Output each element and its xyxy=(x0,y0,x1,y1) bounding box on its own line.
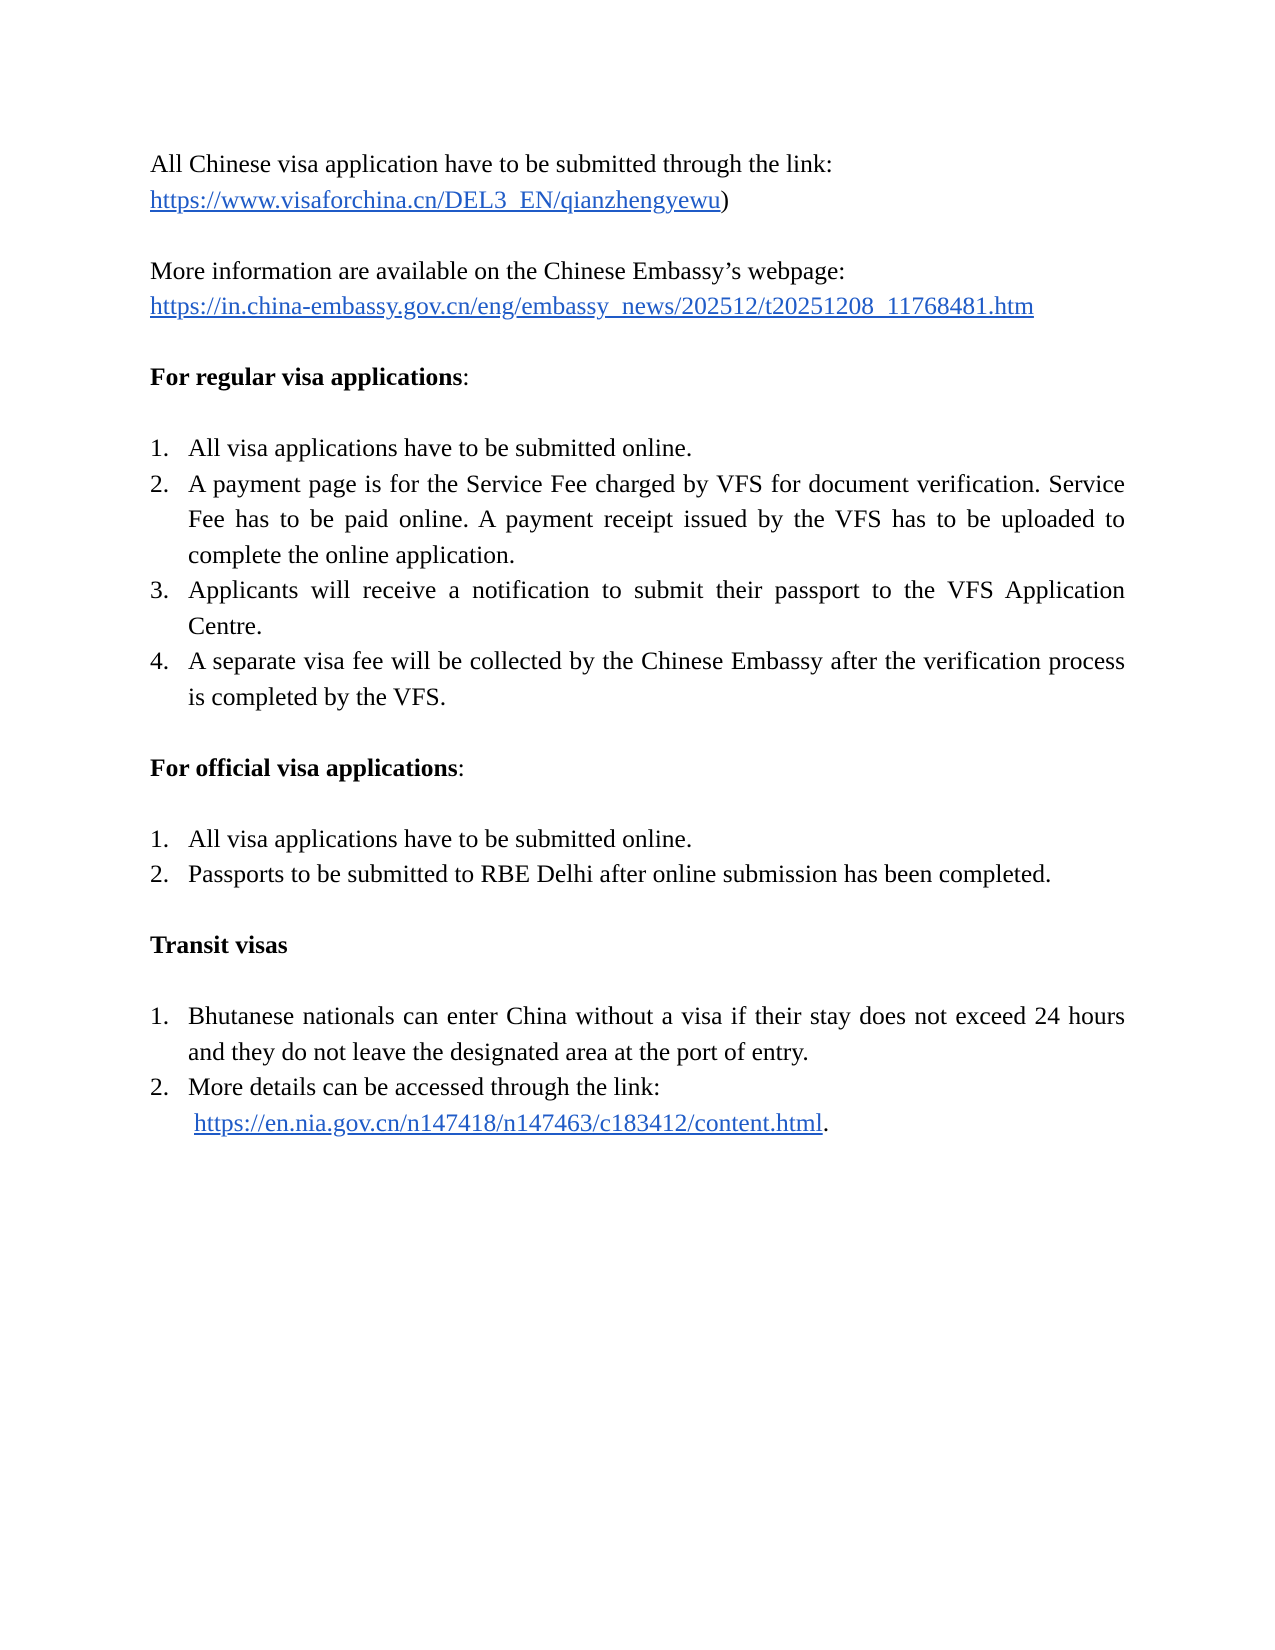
list-number: 1. xyxy=(150,433,170,462)
list-number: 4. xyxy=(150,646,170,675)
list-item xyxy=(150,1069,1125,1140)
official-heading-text: For official visa applications xyxy=(150,752,458,782)
regular-heading xyxy=(150,359,1125,395)
list-number: 3. xyxy=(150,575,170,604)
document-page xyxy=(150,146,1125,1140)
intro-text: All Chinese visa application have to be submitted through the link: xyxy=(150,149,833,178)
list-item-text: All visa applications have to be submitted online. xyxy=(188,433,693,462)
spacer xyxy=(150,892,1125,928)
list-number: 2. xyxy=(150,1072,170,1101)
list-item xyxy=(150,821,1125,857)
transit-heading-text: Transit visas xyxy=(150,930,288,959)
list-item-text: All visa applications have to be submitted online. xyxy=(188,823,693,853)
spacer xyxy=(150,714,1125,750)
spacer xyxy=(150,963,1125,999)
regular-heading-text: For regular visa applications xyxy=(150,362,463,391)
spacer xyxy=(150,324,1125,360)
list-item xyxy=(150,643,1125,714)
list-item xyxy=(150,998,1125,1069)
list-item-text: Bhutanese nationals can enter China without a visa if their stay does not exceed 24 hours and they do not leave the designated area at the port of entry. xyxy=(188,1001,1125,1066)
list-number: 1. xyxy=(150,1001,170,1030)
list-item-text: Passports to be submitted to RBE Delhi after online submission has been completed. xyxy=(188,859,1052,888)
list-number: 2. xyxy=(150,859,170,888)
list-item-text: A payment page is for the Service Fee charged by VFS for document verification. Service Fee has to be paid online. A payment receipt issued by the VFS has to be uploaded to complete the online application. xyxy=(188,468,1125,569)
list-item xyxy=(150,466,1125,573)
list-number: 1. xyxy=(150,823,170,853)
list-item-text: More details can be accessed through the link: xyxy=(188,1072,661,1101)
list-number: 2. xyxy=(150,468,170,498)
official-list xyxy=(150,821,1125,892)
official-heading xyxy=(150,750,1125,786)
official-heading-suffix: : xyxy=(457,752,465,782)
more-info-link-line xyxy=(150,288,1125,324)
spacer xyxy=(150,395,1125,431)
intro-link-suffix: ) xyxy=(720,184,730,214)
visaforchina-link[interactable]: https://www.visaforchina.cn/DEL3_EN/qianzhengyewu xyxy=(150,184,721,214)
regular-list xyxy=(150,430,1125,714)
spacer xyxy=(150,217,1125,253)
nia-link-suffix: . xyxy=(822,1107,830,1137)
spacer xyxy=(150,785,1125,821)
nia-link-line xyxy=(188,1108,829,1137)
list-item-text: A separate visa fee will be collected by the Chinese Embassy after the verification process is completed by the VFS. xyxy=(188,646,1125,711)
nia-link[interactable]: https://en.nia.gov.cn/n147418/n147463/c183412/content.html xyxy=(194,1107,823,1137)
list-item xyxy=(150,572,1125,643)
transit-heading xyxy=(150,927,1125,963)
list-item xyxy=(150,856,1125,892)
regular-heading-suffix: : xyxy=(462,362,470,391)
transit-list xyxy=(150,998,1125,1140)
embassy-link[interactable]: https://in.china-embassy.gov.cn/eng/embassy_news/202512/t20251208_11768481.htm xyxy=(150,291,1034,320)
more-info-text: More information are available on the Chinese Embassy’s webpage: xyxy=(150,255,846,285)
list-item-text: Applicants will receive a notification to submit their passport to the VFS Application Centre. xyxy=(188,575,1125,640)
intro-link-line xyxy=(150,182,1125,218)
list-item xyxy=(150,430,1125,466)
